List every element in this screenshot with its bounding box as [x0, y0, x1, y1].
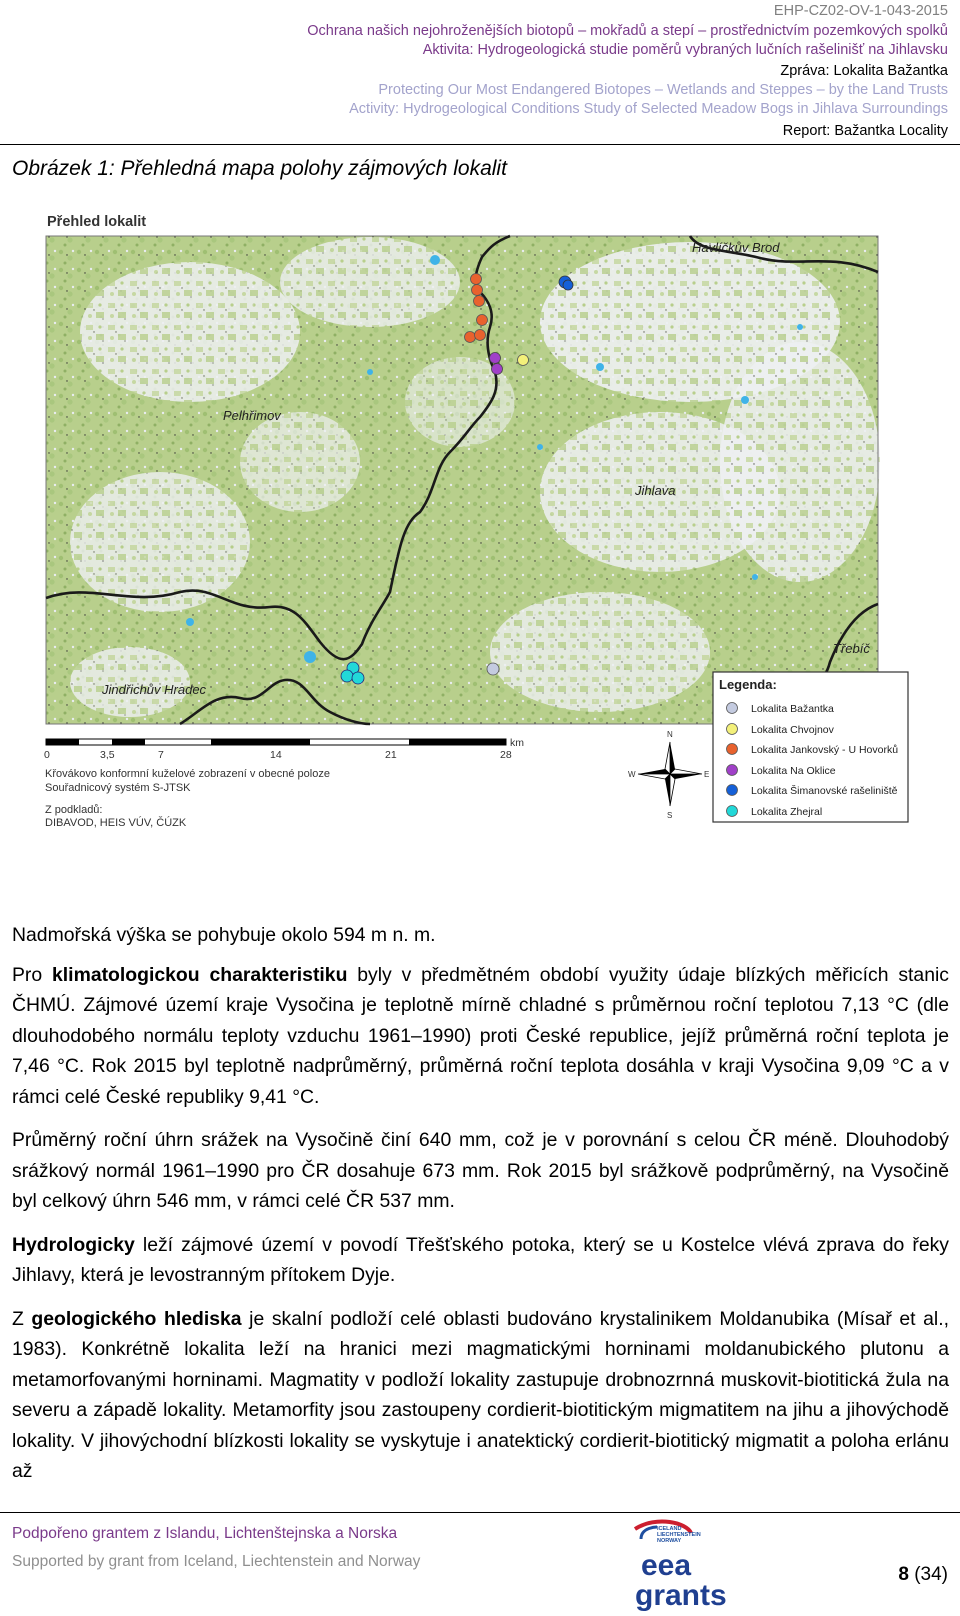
figure-caption: Obrázek 1: Přehledná mapa polohy zájmových lokalit — [12, 157, 507, 180]
scale-tick: 14 — [270, 749, 282, 761]
legend-item-label: Lokalita Chvojnov — [751, 724, 834, 736]
legend-item-label: Lokalita Jankovský - U Hovorků — [751, 744, 899, 756]
scale-tick: 7 — [158, 749, 164, 761]
legend-swatch — [727, 724, 738, 735]
compass-s: S — [667, 811, 673, 820]
logo-small-text: NORWAY — [657, 1538, 682, 1544]
logo-small-text: ICELAND — [657, 1526, 682, 1532]
logo-word-grants: grants — [635, 1579, 727, 1611]
legend-item-label: Lokalita Bažantka — [751, 703, 834, 715]
legend-swatch — [727, 744, 738, 755]
bold-term: Hydrologicky — [12, 1233, 135, 1256]
town-label-jindrichuv-hradec: Jindřichův Hradec — [102, 682, 207, 697]
document-id: EHP-CZ02-OV-1-043-2015 — [773, 3, 948, 19]
map-title: Přehled lokalit — [47, 214, 147, 230]
paragraph-precipitation: Průměrný roční úhrn srážek na Vysočině činí 640 mm, což je v porovnání s celou ČR méně. Dlouhodobý srážkový normál 1961–1990 pro ČR dosahuje 673 mm. Rok 2015 byl srážkově podprůměrný, na Vysočině byl celkový úhrn 546 mm, v rámci celé ČR 537 mm. — [12, 1129, 949, 1212]
marker-jankovsky — [474, 296, 485, 307]
paragraph-text: Z — [12, 1307, 32, 1330]
marker-jankovsky — [465, 332, 476, 343]
activity-en: Activity: Hydrogeological Conditions Study of Selected Meadow Bogs in Jihlava Surroundings — [349, 101, 948, 117]
logo-small-text: LIECHTENSTEIN — [657, 1532, 701, 1538]
legend-swatch — [727, 785, 738, 796]
page-number — [898, 1564, 948, 1586]
project-title-en: Protecting Our Most Endangered Biotopes – Wetlands and Steppes – by the Land Trusts — [378, 82, 948, 98]
report-en: Report: Bažantka Locality — [782, 123, 948, 139]
compass-e: E — [704, 770, 710, 779]
page-current: 8 — [898, 1564, 909, 1585]
legend-swatch — [727, 765, 738, 776]
town-label-havlickuv-brod: Havlíčkův Brod — [692, 240, 780, 255]
marker-jankovsky — [471, 274, 482, 285]
support-text-cz: Podpořeno grantem z Islandu, Lichtenštejnska a Norska — [12, 1525, 398, 1542]
sources-text: DIBAVOD, HEIS VÚV, ČÚZK — [45, 817, 187, 829]
page-total: (34) — [914, 1564, 948, 1585]
report-cz: Zpráva: Lokalita Bažantka — [780, 63, 948, 79]
marker-simanovske — [563, 280, 573, 290]
overview-map — [40, 212, 940, 852]
paragraph-text: Pro — [12, 963, 53, 986]
sources-label: Z podkladů: — [45, 804, 103, 816]
paragraph-text: byly v předmětném období využity údaje blízkých měřicích stanic ČHMÚ. Zájmové území kraje Vysočina je teplotně mírně chladné s průměrnou roční teplotou 7,13 °C (dle dlouhodobého normálu teploty vzduchu 1961–1990) proti České republice, jejíž průměrná roční teplota je 7,46 °C. Rok 2015 byl teplotně nadprůměrný, průměrná roční teplota dosáhla v kraji Vysočina 9,09 °C a v rámci celé České republiky 9,41 °C. — [12, 963, 949, 1108]
paragraph-hydrology — [12, 1230, 949, 1291]
marker-chvojnov — [518, 355, 529, 366]
compass-n: N — [667, 730, 673, 739]
town-label-pelhrimov: Pelhřimov — [223, 408, 281, 423]
projection-text: Křovákovo konformní kuželové zobrazení v obecné poloze — [45, 768, 330, 780]
marker-na-oklice — [490, 353, 501, 364]
paragraph-climate — [12, 960, 949, 1113]
legend-swatch — [727, 703, 738, 714]
marker-zhejral — [352, 672, 364, 684]
map-base — [46, 236, 880, 724]
bold-term: klimatologickou charakteristiku — [52, 963, 348, 986]
town-label-trebic: Třebíč — [833, 641, 870, 656]
activity-cz: Aktivita: Hydrogeologická studie poměrů vybraných lučních rašelinišť na Jihlavsku — [422, 42, 948, 58]
map-legend — [713, 672, 908, 822]
compass-rose-icon — [628, 730, 709, 820]
marker-na-oklice — [492, 364, 503, 375]
bold-term: geologického hlediska — [31, 1307, 242, 1330]
scale-tick: 28 — [500, 749, 512, 761]
marker-zhejral — [341, 670, 353, 682]
marker-jankovsky — [472, 285, 483, 296]
logo-word-eea: eea — [641, 1549, 692, 1582]
legend-swatch — [727, 806, 738, 817]
compass-w: W — [628, 770, 636, 779]
marker-jankovsky — [477, 315, 488, 326]
scale-tick: 0 — [44, 749, 50, 761]
map-svg — [40, 212, 940, 852]
legend-item-label: Lokalita Šimanovské rašeliniště — [751, 785, 898, 797]
page-footer — [0, 1512, 960, 1616]
scale-tick: 3,5 — [100, 749, 115, 761]
scale-unit: km — [510, 737, 524, 749]
scale-bar — [44, 737, 524, 761]
support-text-en: Supported by grant from Iceland, Liechtenstein and Norway — [12, 1553, 421, 1570]
marker-bazantka — [487, 663, 499, 675]
project-title-cz: Ochrana našich nejohroženějších biotopů – mokřadů a stepí – prostřednictvím pozemkových spolků — [307, 23, 948, 39]
paragraph-geology — [12, 1304, 949, 1487]
legend-item-label: Lokalita Na Oklice — [751, 765, 836, 777]
legend-item-label: Lokalita Zhejral — [751, 806, 823, 818]
paragraph-altitude: Nadmořská výška se pohybuje okolo 594 m n. m. — [12, 924, 436, 946]
legend-title: Legenda: — [719, 677, 777, 692]
page-header — [0, 0, 960, 145]
body-text — [12, 920, 949, 1500]
paragraph-text: leží zájmové území v povodí Třešťského potoka, který se u Kostelce vlévá zprava do řeky Jihlavy, která je levostranným přítokem Dyje. — [12, 1233, 949, 1286]
marker-jankovsky — [475, 330, 486, 341]
town-label-jihlava: Jihlava — [635, 483, 676, 498]
eea-grants-logo — [627, 1519, 727, 1611]
paragraph-text: je skalní podloží celé oblasti budováno krystalinikem Moldanubika (Mísař et al., 1983). Konkrétně lokalita leží na hranici mezi magmatickými horninami moldanubického plutonu a metamorfovanými horninami. Magmatity v podloží lokality zastupuje drobnozrnná muskovit-biotitická žula na severu a západě lokality. Metamorfity jsou zastoupeny cordierit-biotitickým migmatitem na jihu a jihovýchodě lokality. V jihovýchodní blízkosti lokality se vyskytuje i anatektický cordierit-biotitický migmatit a poloha erlánu až — [12, 1307, 950, 1482]
scale-tick: 21 — [385, 749, 397, 761]
coordinate-system-text: Souřadnicový systém S-JTSK — [45, 782, 191, 794]
